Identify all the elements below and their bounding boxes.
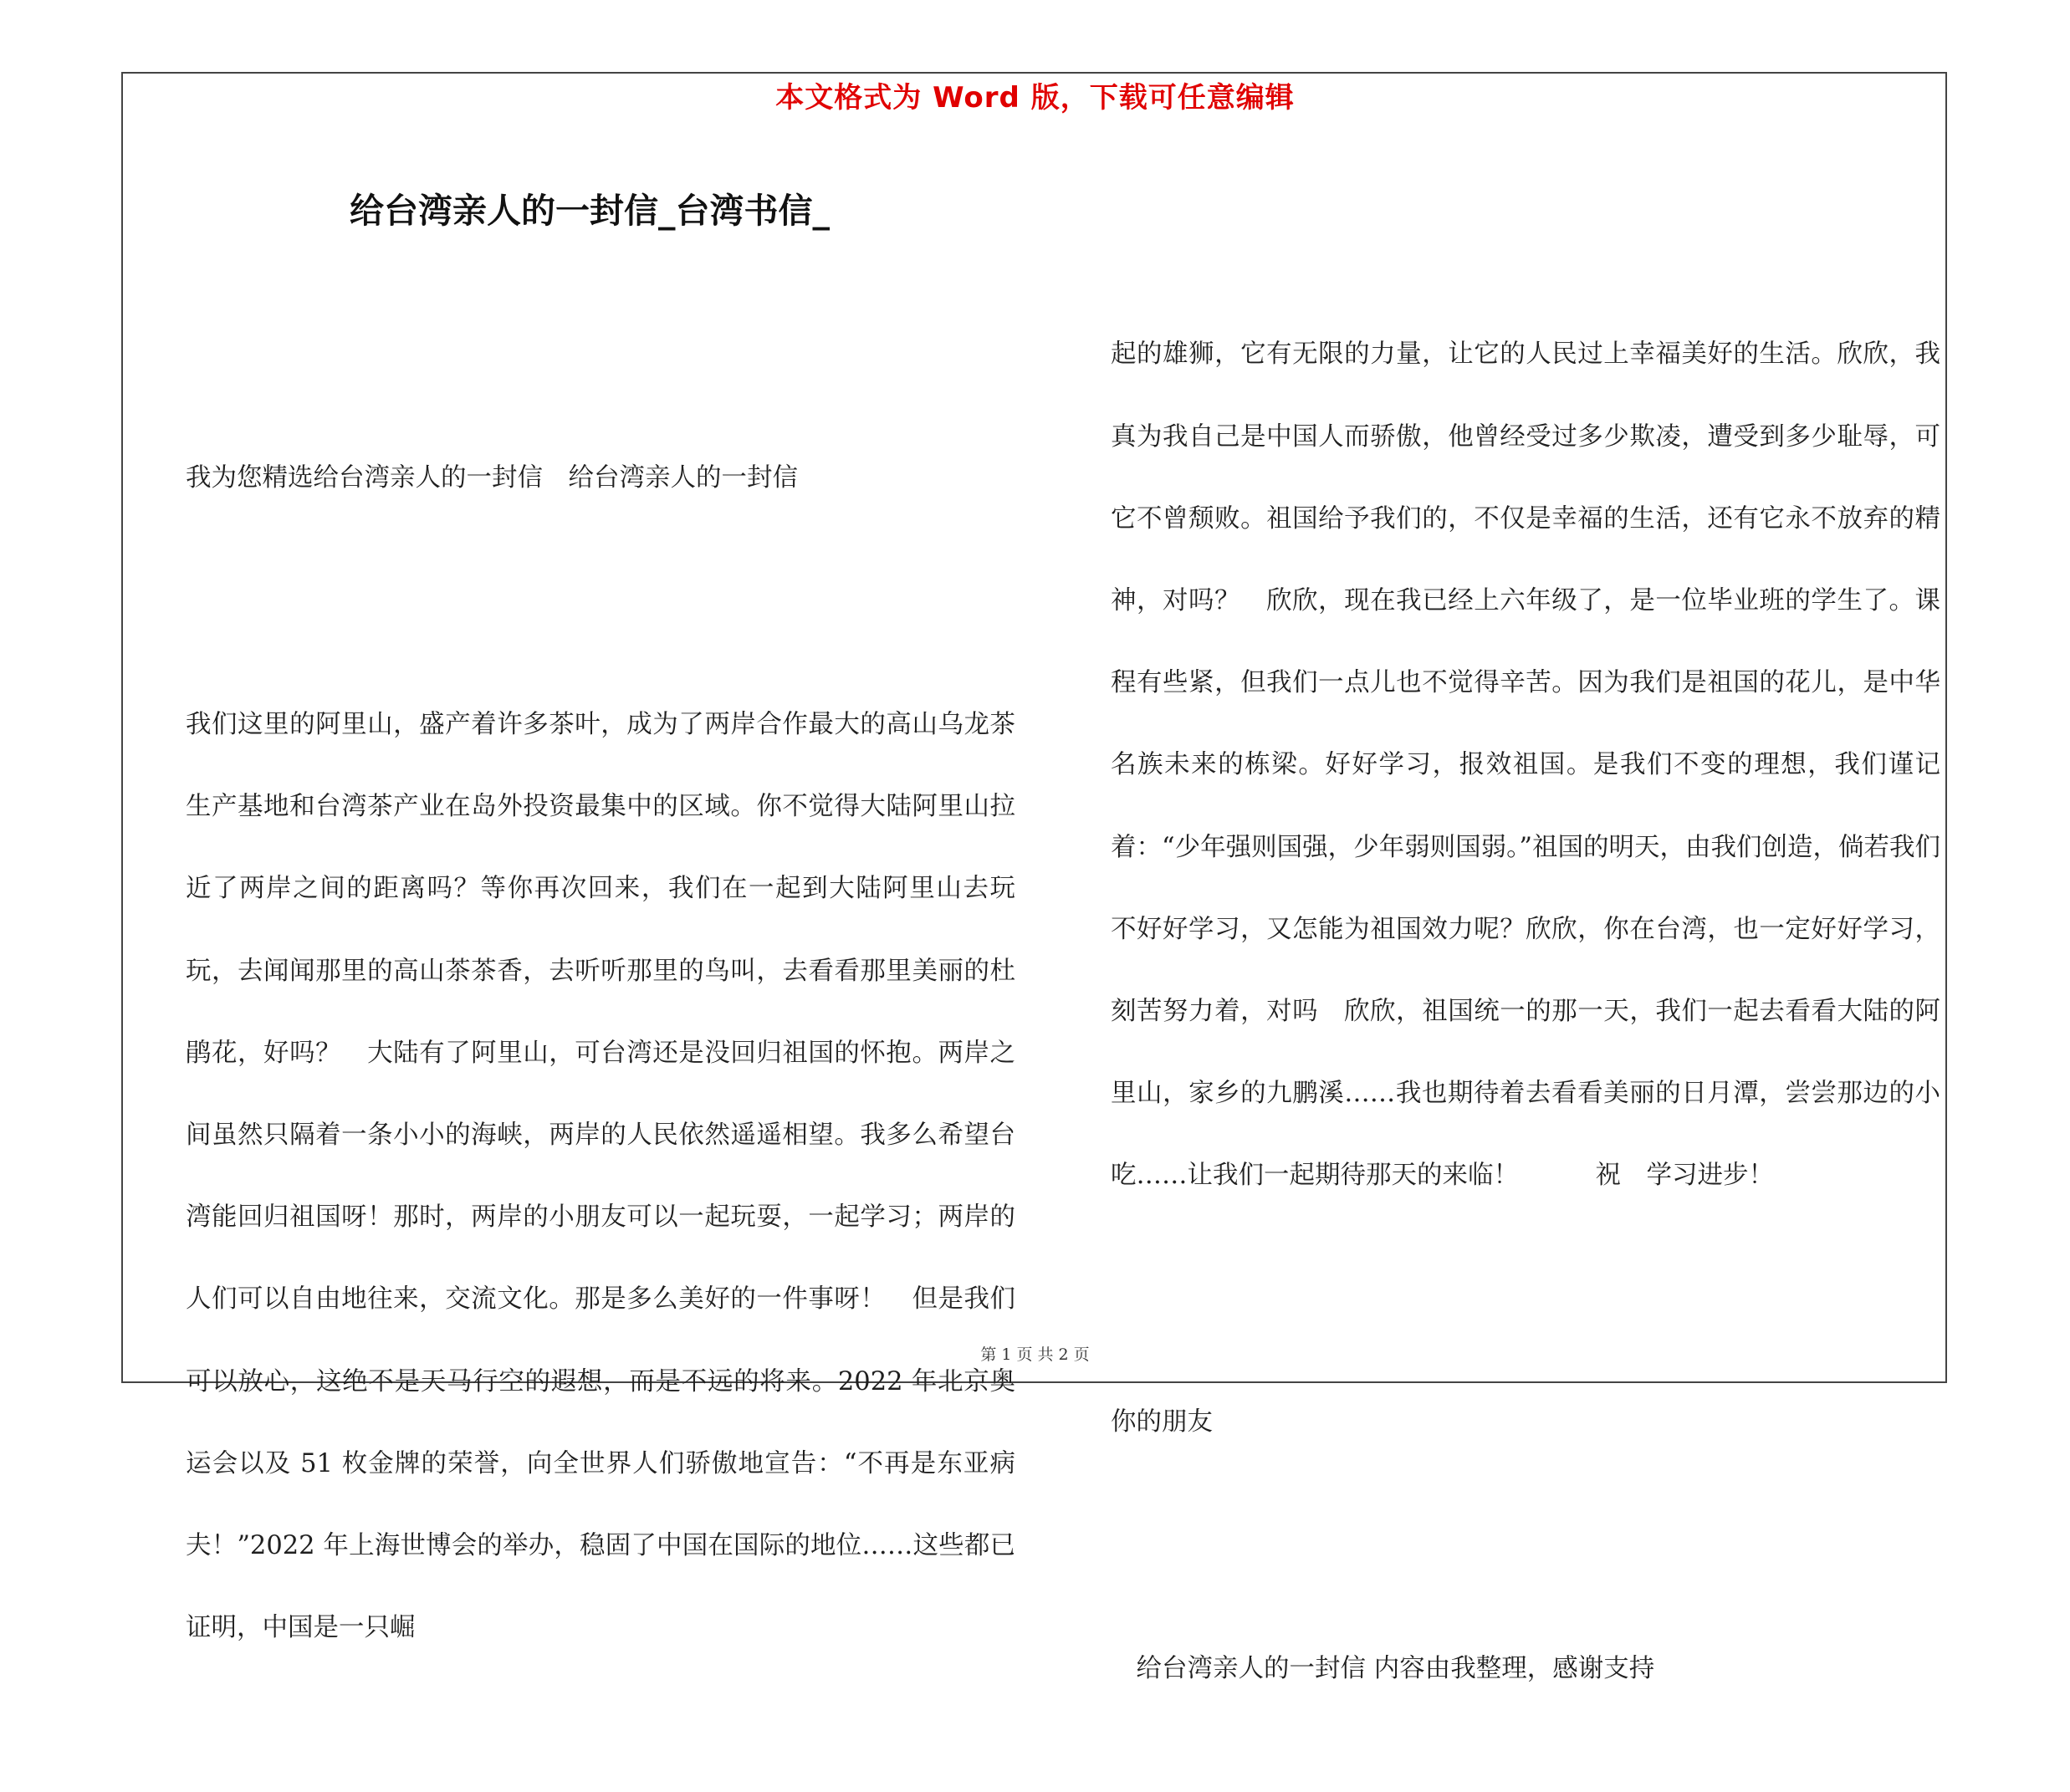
page-number-footer: 第 1 页 共 2 页 — [980, 1345, 1090, 1364]
closing-note: 给台湾亲人的一封信 内容由我整理，感谢支持 — [1111, 1653, 1655, 1683]
signature-line: 你的朋友 — [1111, 1407, 1213, 1437]
document-title: 给台湾亲人的一封信_台湾书信_ — [350, 191, 830, 231]
body-paragraph-continued: 起的雄狮，它有无限的力量，让它的人民过上幸福美好的生活。欣欣，我真为我自己是中国人而骄傲，他曾经受过多少欺凌，遭受到多少耻辱，可它不曾颓败。祖国给予我们的，不仅是幸福的生活，还有它永不放弃的精神，对吗？ 欣欣，现在我已经上六年级了，是一位毕业班的学生了。课程有些紧，但我们一点儿也不觉得辛苦。因为我们是祖国的花儿，是中华名族未来的栋梁。好好学习，报效祖国。是我们不变的理想，我们谨记着：“少年强则国强，少年弱则国弱。”祖国的明天，由我们创造，倘若我们不好好学习，又怎能为祖国效力呢？欣欣，你在台湾，也一定好好学习，刻苦努力着，对吗 欣欣，祖国统一的那一天，我们一起去看看大陆的阿里山，家乡的九鹏溪……我也期待着去看看美丽的日月潭，尝尝那边的小吃……让我们一起期待那天的来临！ 祝 学习进步！ — [1111, 340, 1940, 1191]
body-paragraph: 我们这里的阿里山，盛产着许多茶叶，成为了两岸合作最大的高山乌龙茶生产基地和台湾茶产业在岛外投资最集中的区域。你不觉得大陆阿里山拉近了两岸之间的距离吗？等你再次回来，我们在一起到大陆阿里山去玩玩，去闻闻那里的高山茶茶香，去听听那里的鸟叫，去看看那里美丽的杜鹃花，好吗？ 大陆有了阿里山，可台湾还是没回归祖国的怀抱。两岸之间虽然只隔着一条小小的海峡，两岸的人民依然遥遥相望。我多么希望台湾能回归祖国呀！那时，两岸的小朋友可以一起玩耍，一起学习；两岸的人们可以自由地往来，交流文化。那是多么美好的一件事呀！ 但是我们可以放心，这绝不是天马行空的遐想，而是不远的将来。2022 年北京奥运会以及 51 枚金牌的荣誉，向全世界人们骄傲地宣告：“不再是东亚病夫！”2022 年上海世博会的举办，稳固了中国在国际的地位……这些都已证明，中国是一只崛 — [186, 710, 1015, 1643]
left-text-column — [186, 273, 1015, 1752]
right-text-column — [1111, 150, 1940, 1792]
intro-paragraph: 我为您精选给台湾亲人的一封信 给台湾亲人的一封信 — [186, 463, 798, 493]
format-banner: 本文格式为 Word 版，下载可任意编辑 — [775, 81, 1295, 115]
